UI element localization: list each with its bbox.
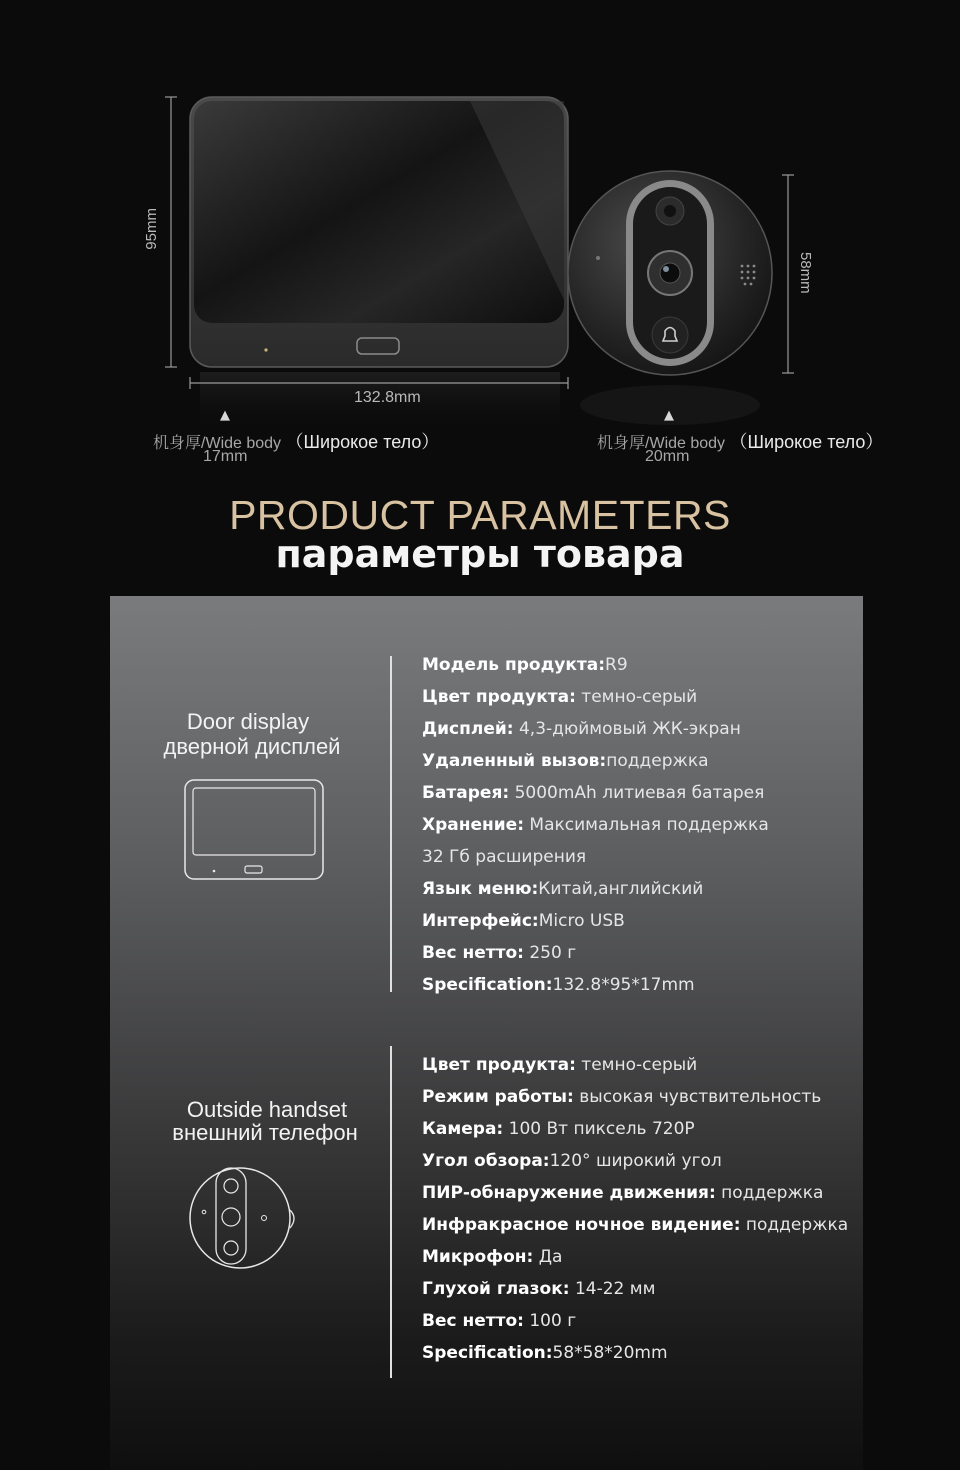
spec-value: Micro USB <box>538 911 625 931</box>
spec-value: 250 г <box>523 943 577 963</box>
spec-key: Язык меню: <box>422 879 539 899</box>
spec-row <box>422 809 769 841</box>
door-display-label-ru: дверной дисплей <box>163 734 341 759</box>
spec-value: поддержка <box>740 1215 849 1235</box>
spec-row <box>422 841 769 873</box>
spec-row <box>422 1209 848 1241</box>
spec-value: R9 <box>605 655 628 675</box>
spec-key: Удаленный вызов: <box>422 751 607 771</box>
spec-value: темно-серый <box>575 687 698 707</box>
display-width-label: 132.8mm <box>354 389 421 406</box>
door-display-label-en: Door display <box>186 709 310 734</box>
spec-key: Хранение: <box>422 815 525 835</box>
spec-value: Максимальная поддержка <box>524 815 769 835</box>
spec-row <box>422 1049 848 1081</box>
handset-thickness-en: /Wide body <box>645 435 726 452</box>
spec-key: Режим работы: <box>422 1087 574 1107</box>
spec-value: 120° широкий угол <box>549 1151 722 1171</box>
spec-value: Китай,английский <box>538 879 704 899</box>
spec-row <box>422 1113 848 1145</box>
spec-key: Инфракрасное ночное видение: <box>422 1215 741 1235</box>
spec-key: Вес нетто: <box>422 943 524 963</box>
spec-row <box>422 713 769 745</box>
handset-thickness-zh: 机身厚 <box>597 435 646 452</box>
spec-key: Микрофон: <box>422 1247 534 1267</box>
display-thickness-note <box>153 428 439 454</box>
spec-row <box>422 745 769 777</box>
display-thickness-value: 17mm <box>203 448 248 465</box>
spec-key: Модель продукта: <box>422 655 606 675</box>
spec-value: 58*58*20mm <box>552 1343 668 1363</box>
spec-value: 32 Гб расширения <box>422 847 587 867</box>
door-display-device <box>190 97 568 432</box>
spec-key: ПИР-обнаружение движения: <box>422 1183 716 1203</box>
door-display-divider <box>390 656 392 992</box>
spec-key: Цвет продукта: <box>422 1055 576 1075</box>
display-thickness-zh: 机身厚 <box>153 435 202 452</box>
door-display-spec-list <box>422 649 769 1001</box>
spec-row <box>422 1177 848 1209</box>
spec-value: Да <box>533 1247 563 1267</box>
handset-label-en: Outside handset <box>186 1097 348 1122</box>
spec-row <box>422 649 769 681</box>
spec-key: Specification: <box>422 975 553 995</box>
spec-row <box>422 1273 848 1305</box>
spec-row <box>422 1145 848 1177</box>
handset-thickness-value: 20mm <box>645 448 690 465</box>
spec-value: 100 Вт пиксель 720P <box>503 1119 695 1139</box>
spec-value: темно-серый <box>575 1055 698 1075</box>
handset-spec-list <box>422 1049 848 1369</box>
spec-row <box>422 777 769 809</box>
spec-row <box>422 937 769 969</box>
spec-row <box>422 873 769 905</box>
handset-thickness-ru: （Широкое тело） <box>729 432 884 452</box>
door-display-outline-icon <box>183 778 325 882</box>
spec-row <box>422 681 769 713</box>
display-thickness-arrow-icon: ▲ <box>220 408 230 423</box>
spec-row <box>422 1241 848 1273</box>
spec-row <box>422 1081 848 1113</box>
display-thickness-en: /Wide body <box>201 435 282 452</box>
handset-thickness-arrow-icon: ▲ <box>664 408 674 423</box>
spec-value: 5000mAh литиевая батарея <box>509 783 765 803</box>
spec-key: Вес нетто: <box>422 1311 524 1331</box>
spec-key: Интерфейс: <box>422 911 539 931</box>
spec-key: Угол обзора: <box>422 1151 550 1171</box>
spec-row <box>422 1337 848 1369</box>
spec-key: Дисплей: <box>422 719 514 739</box>
handset-outline-icon <box>188 1160 302 1280</box>
handset-label-ru: внешний телефон <box>172 1120 358 1145</box>
spec-value: поддержка <box>606 751 709 771</box>
handset-height-label: 58mm <box>797 252 814 294</box>
spec-value: 100 г <box>523 1311 577 1331</box>
spec-value: 14-22 мм <box>569 1279 656 1299</box>
spec-value: 4,3-дюймовый ЖК-экран <box>513 719 741 739</box>
handset-divider <box>390 1046 392 1378</box>
spec-row <box>422 969 769 1001</box>
spec-value: высокая чувствительность <box>573 1087 822 1107</box>
outside-handset-device <box>568 171 772 425</box>
handset-thickness-note <box>597 428 883 454</box>
spec-row <box>422 905 769 937</box>
spec-value: 132.8*95*17mm <box>552 975 695 995</box>
display-height-label: 95mm <box>143 208 160 250</box>
heading-ru: параметры товара <box>275 532 685 576</box>
heading-en: PRODUCT PARAMETERS <box>229 492 731 538</box>
spec-value: поддержка <box>715 1183 824 1203</box>
spec-key: Камера: <box>422 1119 504 1139</box>
spec-key: Specification: <box>422 1343 553 1363</box>
spec-key: Глухой глазок: <box>422 1279 570 1299</box>
spec-key: Цвет продукта: <box>422 687 576 707</box>
spec-row <box>422 1305 848 1337</box>
display-thickness-ru: （Широкое тело） <box>285 432 440 452</box>
spec-key: Батарея: <box>422 783 510 803</box>
